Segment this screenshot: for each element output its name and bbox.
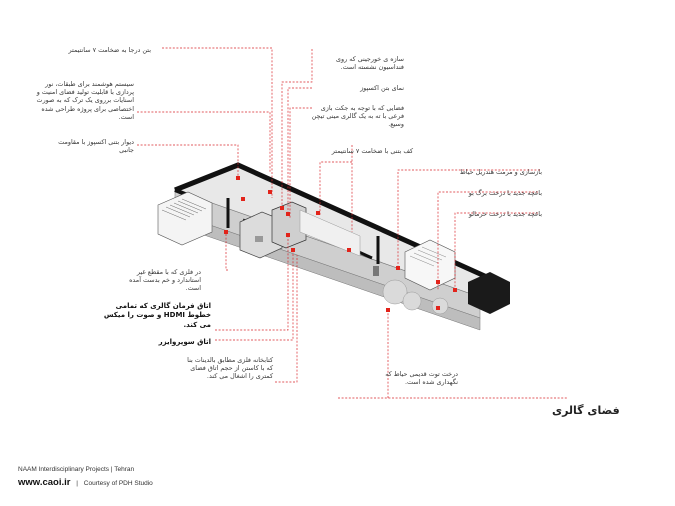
leader-line <box>275 255 297 382</box>
label-persimmon-tree: باغچه جدید با درخت خرمالو <box>468 210 542 218</box>
label-handrail: بازسازی و مرمت هندریل حیاط <box>459 168 542 176</box>
footer-row <box>18 477 153 488</box>
label-floor: کف بتنی با ضخامت ۷ سانتیمتر <box>331 147 413 155</box>
marker-dot <box>280 206 284 210</box>
label-structure: سازه ی خورجینی که روی فنداسیون نشسته است. <box>336 55 404 72</box>
marker-dot <box>286 212 290 216</box>
marker-dot <box>286 233 290 237</box>
label-supervisor-room: اتاق سوپروایزر <box>158 338 211 346</box>
footer-site-link[interactable]: www.caoi.ir <box>18 477 71 488</box>
label-slab: بتن درجا به ضخامت ۷ سانتیمتر <box>68 46 151 54</box>
label-facade: نمای بتن اکسپوز <box>360 84 404 92</box>
leader-line <box>215 250 293 340</box>
marker-dot <box>386 308 390 312</box>
entry-stair <box>158 192 212 245</box>
label-mulberry-tree: درخت توت قدیمی حیاط که نگهداری شده است. <box>385 370 458 387</box>
label-gallery-space: فضایی که با توجه به جکت بازی فرعی با ته به یک گالری مینی تیچن وسیع. <box>311 104 404 129</box>
marker-dot <box>347 248 351 252</box>
footer-credit: Courtesy of PDH Studio <box>83 480 153 487</box>
marker-dot <box>436 306 440 310</box>
label-control-room: اتاق فرمان گالری که تمامی خطوط HDMI و صوت را میکس می کند. <box>103 302 211 329</box>
marker-dot <box>241 197 245 201</box>
label-smart-system: سیستم هوشمند برای طبقات، نور پردازی با قابلیت تولید فضای امنیت و اسنایات برروی یک ترک که به صورت اختصاصی برای پروژه طراحی شده است. <box>36 80 134 121</box>
leader-line <box>137 112 270 172</box>
label-library: کتابخانه فلزی مطابق بالدینات بنا که با کاستن از حجم اتاق فضای کمتری را اشغال می کند. <box>187 356 273 381</box>
label-bay-tree: باغچه جدید با درخت برگ بو <box>468 189 542 197</box>
marker-dot <box>453 288 457 292</box>
marker-dot <box>396 266 400 270</box>
marker-dot <box>236 176 240 180</box>
footer-office: NAAM Interdisciplinary Projects | Tehran <box>18 466 135 473</box>
marker-dot <box>268 190 272 194</box>
furniture <box>373 266 379 276</box>
footer-separator: | <box>76 480 78 487</box>
label-metal-door: در فلزی که با مقطع غیر استاندارد و خم بدست آمده است. <box>129 268 201 293</box>
furniture <box>255 236 263 242</box>
label-concrete-wall: دیوار بتنی اکسپوز با مقاومت جانبی <box>58 138 134 155</box>
diagram-title: فضای گالری <box>552 404 620 417</box>
marker-dot <box>436 280 440 284</box>
marker-dot <box>224 230 228 234</box>
marker-dot <box>291 248 295 252</box>
marker-dot <box>316 211 320 215</box>
